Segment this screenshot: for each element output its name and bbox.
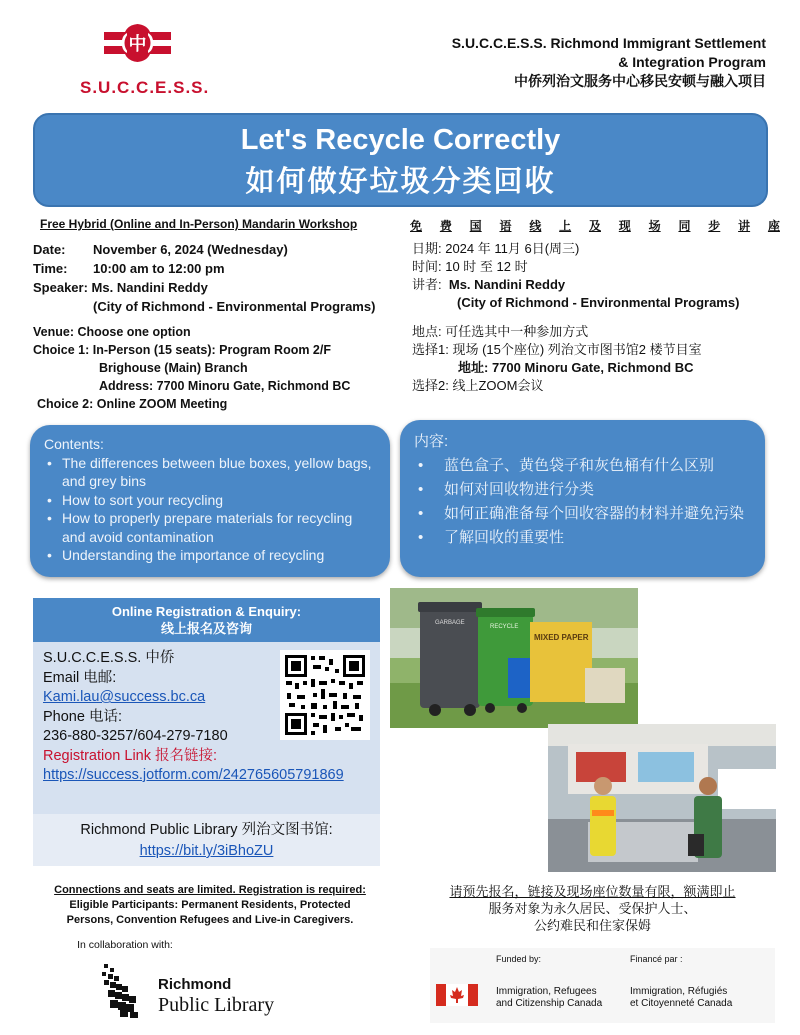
canada-flag-icon	[436, 984, 478, 1006]
program-header	[346, 34, 766, 91]
ircc-en-line-2: and Citizenship Canada	[496, 998, 603, 1009]
ircc-fr-line-1: Immigration, Réfugiés	[630, 986, 728, 997]
speaker-name-zh: Ms. Nandini Reddy	[448, 277, 566, 292]
header-line-3: 中侨列治文服务中心移民安顿与融入项目	[514, 73, 766, 89]
heading-zh-char: 场	[648, 219, 661, 233]
venue-choice1-en: Choice 1: In-Person (15 seats): Program Room 2/F	[33, 343, 331, 357]
library-registration	[33, 814, 380, 866]
logo-mark-char: 中	[128, 34, 147, 55]
date-zh: 日期: 2024 年 11月 6日(周三)	[412, 241, 580, 256]
eligibility-note-en	[40, 883, 380, 928]
funder-block	[430, 948, 775, 1023]
library-name	[158, 975, 274, 1015]
list-item: • Understanding the importance of recycling	[44, 546, 376, 565]
registration-required-note-zh: 请预先报名，链接及现场座位数量有限，额满即止	[449, 884, 736, 899]
list-item: • 了解回收的重要性	[414, 526, 751, 550]
heading-zh-char: 座	[767, 219, 780, 233]
list-item: • 如何正确准备每个回收容器的材料并避免污染	[414, 502, 751, 526]
venue-address-label-zh: 地址:	[458, 360, 489, 375]
date-value: November 6, 2024 (Wednesday)	[93, 242, 288, 257]
heading-zh-char: 步	[708, 219, 721, 233]
library-logo-icon	[100, 962, 140, 1018]
org-name: S.U.C.C.E.S.S. 中侨	[43, 650, 175, 666]
ircc-name-fr	[630, 986, 732, 1010]
ircc-name-en	[496, 986, 602, 1010]
contents-box-zh	[400, 420, 765, 577]
workshop-details-zh	[412, 240, 782, 312]
recycling-station-photo	[548, 724, 776, 872]
date-label: Date:	[33, 242, 66, 257]
bag-label: MIXED PAPER	[534, 633, 589, 642]
email-link[interactable]: Kami.lau@success.bc.ca	[43, 689, 206, 705]
speaker-name: Ms. Nandini Reddy	[91, 280, 208, 295]
registration-heading	[33, 598, 380, 642]
eligible-zh-2: 公约难民和住家保姆	[533, 918, 651, 933]
venue-choice2-zh: 选择2: 线上ZOOM会议	[412, 378, 544, 393]
registration-heading-en: Online Registration & Enquiry:	[111, 604, 302, 619]
registration-required-note: Connections and seats are limited. Registration is required:	[54, 884, 366, 896]
venue-choice2-en: Choice 2: Online ZOOM Meeting	[37, 397, 228, 411]
workshop-heading-zh	[410, 217, 780, 234]
venue-zh	[412, 323, 782, 395]
venue-address-zh: 7700 Minoru Gate, Richmond BC	[491, 360, 694, 375]
header-line-2: & Integration Program	[618, 54, 766, 70]
eligible-zh-1: 服务对象为永久居民、受保护人士、	[488, 901, 697, 916]
phone-number: 236-880-3257/604-279-7180	[43, 728, 228, 744]
collaboration-label: In collaboration with:	[77, 939, 173, 951]
library-name-2: Public Library	[158, 994, 275, 1016]
title-banner	[33, 113, 768, 207]
workshop-details-en	[33, 240, 403, 316]
list-item: • How to sort your recycling	[44, 491, 376, 510]
title-en: Let's Recycle Correctly	[240, 124, 561, 156]
contents-title-en: Contents:	[44, 436, 104, 452]
venue-address-en: Address: 7700 Minoru Gate, Richmond BC	[99, 379, 351, 393]
title-zh: 如何做好垃圾分类回收	[245, 166, 556, 198]
time-value: 10:00 am to 12:00 pm	[93, 261, 225, 276]
speaker-label: Speaker:	[33, 280, 88, 295]
finance-par-label: Financé par :	[630, 954, 683, 964]
recycling-bins-photo	[390, 588, 638, 728]
qr-code-icon	[280, 650, 370, 740]
eligibility-note-zh	[410, 883, 775, 934]
venue-branch-en: Brighouse (Main) Branch	[99, 361, 248, 375]
contents-title-zh: 内容:	[414, 433, 449, 450]
list-item: • 蓝色盒子、黄色袋子和灰色桶有什么区别	[414, 454, 751, 478]
success-logo-icon	[100, 20, 175, 66]
library-name-1: Richmond	[158, 976, 232, 993]
speaker-org-zh: (City of Richmond - Environmental Programs)	[457, 295, 740, 310]
list-item: • How to properly prepare materials for recycling and avoid contamination	[44, 509, 376, 546]
registration-link[interactable]: https://success.jotform.com/242765605791869	[43, 767, 344, 783]
list-item: • The differences between blue boxes, yellow bags, and grey bins	[44, 454, 376, 491]
cart-label: GARBAGE	[435, 620, 465, 626]
heading-zh-char: 免	[410, 219, 423, 233]
ircc-fr-line-2: et Citoyenneté Canada	[630, 998, 733, 1009]
eligible-line-1: Eligible Participants: Permanent Residents, Protected	[69, 899, 351, 911]
heading-zh-char: 同	[678, 219, 691, 233]
list-item: • 如何对回收物进行分类	[414, 478, 751, 502]
heading-zh-char: 讲	[738, 219, 751, 233]
email-label: Email 电邮:	[43, 669, 117, 686]
heading-zh-char: 上	[559, 219, 572, 233]
eligible-line-2: Persons, Convention Refugees and Live-in Caregivers.	[66, 914, 354, 926]
venue-title-en: Venue: Choose one option	[33, 325, 191, 339]
registration-link-label: Registration Link 报名链接:	[43, 747, 218, 764]
heading-zh-char: 费	[439, 219, 452, 233]
heading-zh-char: 国	[469, 219, 482, 233]
contents-box-en	[30, 425, 390, 577]
time-label: Time:	[33, 261, 68, 276]
phone-label: Phone 电话:	[43, 708, 122, 725]
registration-heading-zh: 线上报名及咨询	[160, 621, 252, 636]
header-line-1: S.U.C.C.E.S.S. Richmond Immigrant Settlement	[451, 35, 766, 51]
workshop-heading-en: Free Hybrid (Online and In-Person) Mandarin Workshop	[40, 217, 358, 231]
heading-zh-char: 语	[499, 219, 512, 233]
heading-zh-char: 线	[529, 219, 542, 233]
speaker-org: (City of Richmond - Environmental Programs)	[93, 299, 376, 314]
cart-label-2: RECYCLE	[490, 624, 519, 630]
time-zh: 时间: 10 时 至 12 时	[412, 259, 528, 274]
venue-choice1-zh: 选择1: 现场 (15个座位) 列治文市图书馆2 楼节目室	[412, 342, 702, 357]
speaker-label-zh: 讲者:	[412, 277, 442, 292]
heading-zh-char: 及	[588, 219, 601, 233]
ircc-en-line-1: Immigration, Refugees	[496, 986, 597, 997]
library-label: Richmond Public Library 列治文图书馆:	[80, 822, 333, 838]
logo-text: S.U.C.C.E.S.S.	[80, 78, 210, 97]
venue-title-zh: 地点: 可任选其中一种参加方式	[412, 324, 589, 339]
library-link[interactable]: https://bit.ly/3iBhoZU	[139, 843, 274, 859]
heading-zh-char: 现	[618, 219, 631, 233]
funded-by-label: Funded by:	[496, 954, 542, 964]
venue-en	[33, 323, 403, 413]
